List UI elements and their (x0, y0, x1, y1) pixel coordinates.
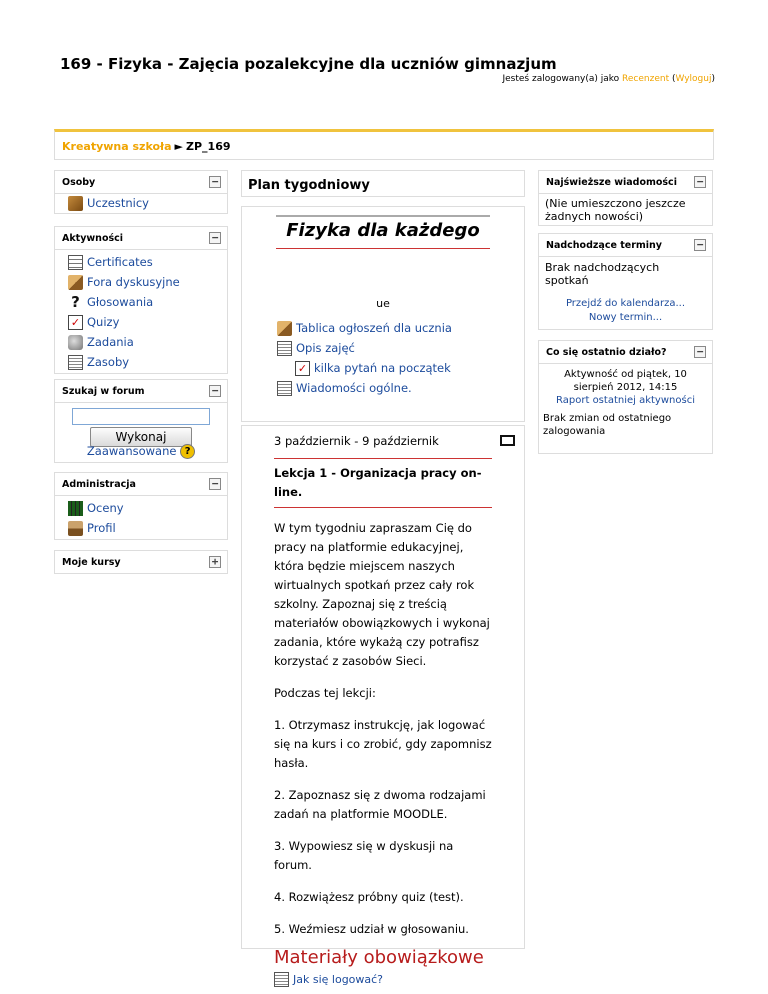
admin-block-header (55, 473, 227, 496)
people-collapse-icon[interactable]: − (209, 176, 221, 188)
login-prefix: Jesteś zalogowany(a) jako (502, 74, 623, 84)
news-empty-text: (Nie umieszczono jeszcze żadnych nowości) (545, 197, 686, 223)
intro-quiz-link[interactable]: kilka pytań na początek (314, 361, 451, 375)
course-intro-section (241, 206, 525, 422)
lesson-title: Lekcja 1 - Organizacja pracy on-line. (274, 466, 482, 499)
news-collapse-icon[interactable]: − (694, 176, 706, 188)
upcoming-block-title: Nadchodzące terminy (546, 240, 662, 251)
upcoming-block-header (539, 234, 712, 257)
course-name: Fizyka dla każdego (286, 220, 480, 241)
sidebar-item-profile-label[interactable]: Profil (87, 521, 116, 535)
breadcrumb-home-link[interactable]: Kreatywna szkoła (62, 140, 172, 153)
calendar-link[interactable]: Przejdź do kalendarza... (565, 298, 686, 309)
resource-document-icon (68, 355, 83, 370)
intro-quiz-row[interactable] (277, 358, 524, 378)
forum-icon (277, 321, 292, 336)
intro-text: ue (376, 297, 390, 310)
people-block-title: Osoby (62, 177, 96, 188)
people-block-header (55, 171, 227, 194)
lesson-step-2: 2. Zapoznasz się z dwoma rodzajami zadań na platformie MOODLE. (274, 788, 486, 821)
lesson-step-3: 3. Wypowiesz się w dyskusji na forum. (274, 839, 454, 872)
breadcrumb-current: ZP_169 (186, 140, 231, 153)
advanced-search-link[interactable]: Zaawansowane (86, 444, 177, 458)
forum-search-block-header (55, 380, 227, 403)
recent-block-header (539, 341, 712, 364)
resource-document-icon (277, 381, 292, 396)
breadcrumb (54, 129, 714, 160)
people-block (54, 170, 228, 214)
user-link[interactable]: Recenzent (622, 74, 670, 84)
new-event-link[interactable]: Nowy termin... (588, 312, 663, 323)
sidebar-item-forums-label[interactable]: Fora dyskusyjne (87, 275, 180, 289)
general-news-link[interactable]: Wiadomości ogólne. (296, 381, 412, 395)
sidebar-item-profile[interactable] (68, 518, 227, 538)
upcoming-block (538, 233, 713, 330)
resource-document-icon (277, 341, 292, 356)
logout-link[interactable]: Wyloguj (675, 74, 712, 84)
news-forum-link[interactable]: Tablica ogłoszeń dla ucznia (296, 321, 452, 335)
login-paren-open: ( (669, 74, 676, 84)
recent-activity-block (538, 340, 713, 454)
sidebar-item-quizzes-label[interactable]: Quizy (87, 315, 120, 329)
sidebar-item-resources[interactable] (68, 352, 227, 372)
profile-icon (68, 521, 83, 536)
my-courses-block-header (55, 551, 227, 574)
recent-block-title: Co się ostatnio działo? (546, 347, 667, 358)
sidebar-item-polls[interactable] (68, 292, 227, 312)
activities-block-header (55, 227, 227, 250)
sidebar-item-resources-label[interactable]: Zasoby (87, 355, 130, 369)
lesson-step-1: 1. Otrzymasz instrukcję, jak logować się na kurs i co zrobić, gdy zapomnisz hasła. (274, 718, 492, 770)
full-report-link[interactable]: Raport ostatniej aktywności (556, 395, 695, 406)
grades-icon (68, 501, 83, 516)
login-info (502, 74, 715, 84)
activities-collapse-icon[interactable]: − (209, 232, 221, 244)
login-paren-close: ) (711, 74, 715, 84)
my-courses-block (54, 550, 228, 574)
sidebar-item-forums[interactable] (68, 272, 227, 292)
sidebar-item-certificates[interactable] (68, 252, 227, 272)
breadcrumb-separator-icon: ► (174, 140, 184, 153)
materials-link[interactable]: Jak się logować? (293, 972, 384, 986)
my-courses-block-title: Moje kursy (62, 557, 121, 568)
admin-block-title: Administracja (62, 479, 136, 490)
forum-search-input[interactable] (72, 408, 210, 425)
upcoming-collapse-icon[interactable]: − (694, 239, 706, 251)
participants-icon (68, 196, 83, 211)
title-rule-bottom (276, 248, 490, 249)
forum-search-collapse-icon[interactable]: − (209, 385, 221, 397)
forum-icon (68, 275, 83, 290)
recent-since-text: Aktywność od piątek, 10 sierpień 2012, 14:15 (564, 369, 687, 393)
week-section (241, 425, 525, 986)
sidebar-item-participants[interactable] (55, 194, 227, 212)
news-block-header (539, 171, 712, 194)
news-forum-link-row[interactable] (277, 318, 524, 338)
my-courses-expand-icon[interactable]: + (209, 556, 221, 568)
materials-heading: Materiały obowiązkowe (274, 947, 484, 968)
highlight-week-icon[interactable] (500, 435, 515, 446)
forum-search-block-title: Szukaj w forum (62, 386, 145, 397)
page-title: Plan tygodniowy (241, 170, 525, 197)
admin-collapse-icon[interactable]: − (209, 478, 221, 490)
resource-document-icon (274, 972, 289, 987)
assignment-icon (68, 335, 83, 350)
forum-search-block (54, 379, 228, 463)
sidebar-item-grades[interactable] (68, 498, 227, 518)
admin-block (54, 472, 228, 540)
materials-link-row[interactable] (274, 969, 492, 989)
week-dates: 3 październik - 9 październik (274, 434, 439, 448)
sidebar-item-participants-label[interactable]: Uczestnicy (87, 196, 149, 210)
sidebar-item-assignments[interactable] (68, 332, 227, 352)
sidebar-item-certificates-label[interactable]: Certificates (87, 255, 153, 269)
lesson-rule-bottom (274, 507, 492, 508)
upcoming-empty-text: Brak nadchodzących spotkań (545, 261, 660, 287)
general-news-row[interactable] (277, 378, 524, 398)
sidebar-item-polls-label[interactable]: Głosowania (87, 295, 154, 309)
certificate-icon (68, 255, 83, 270)
quiz-checkmark-icon: ✓ (68, 315, 83, 330)
lesson-during: Podczas tej lekcji: (274, 686, 376, 700)
search-submit-button[interactable]: Wykonaj (90, 427, 192, 447)
lesson-step-5: 5. Weźmiesz udział w głosowaniu. (274, 922, 469, 936)
quiz-checkmark-icon: ✓ (295, 361, 310, 376)
lesson-step-4: 4. Rozwiążesz próbny quiz (test). (274, 890, 464, 904)
course-description-link[interactable]: Opis zajęć (296, 341, 355, 355)
course-description-row[interactable] (277, 338, 524, 358)
site-title: 169 - Fizyka - Zajęcia pozalekcyjne dla uczniów gimnazjum (60, 55, 557, 73)
activities-block-title: Aktywności (62, 233, 124, 244)
question-mark-icon: ? (71, 292, 80, 311)
news-block (538, 170, 713, 226)
help-icon[interactable]: ? (180, 444, 195, 459)
sidebar-item-assignments-label[interactable]: Zadania (87, 335, 134, 349)
sidebar-item-quizzes[interactable] (68, 312, 227, 332)
sidebar-item-grades-label[interactable]: Oceny (87, 501, 124, 515)
activities-block (54, 226, 228, 374)
lesson-intro: W tym tygodniu zapraszam Cię do pracy na platformie edukacyjnej, która będzie miejscem naszych wirtualnych spotkań przez cały rok szkolny. Zapoznaj się z treścią materiałów obowiązkowych i wykonaj zadania, które wykażą czy potrafisz korzystać z zasobów Sieci. (274, 521, 490, 668)
news-block-title: Najświeższe wiadomości (546, 177, 677, 188)
recent-collapse-icon[interactable]: − (694, 346, 706, 358)
recent-none-text: Brak zmian od ostatniego zalogowania (543, 413, 672, 437)
